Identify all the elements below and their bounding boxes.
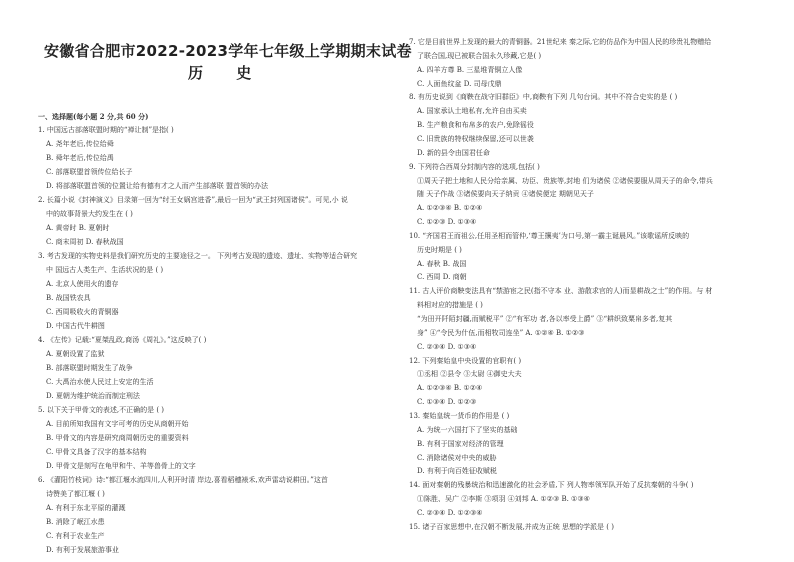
right-line: 随 天子作战 ③诸侯要向天子纳贡 ④诸侯便定 期朝见天子 <box>417 190 594 199</box>
left-line: C. 大禹治水使人民过上安定的生活 <box>46 378 154 386</box>
left-line: A. 北京人使用火的遗存 <box>46 280 119 288</box>
right-line: A. ①②③④ B. ①②④ <box>417 384 483 393</box>
exam-subject: 历 史 <box>188 64 266 82</box>
right-line: 14. 面对秦朝的残暴统治和迅速激化的社会矛盾,下 列人物率领军队开始了反抗秦朝的斗争( ) <box>409 481 694 490</box>
left-line: 中 国远古人类生产、生活状况的是 ( ) <box>46 266 164 274</box>
left-line: B. 部落联盟时期发生了战争 <box>46 364 133 372</box>
right-line: C. ①②③ D. ①③④ <box>417 218 477 227</box>
right-line: ①丞相 ②县令 ③太尉 ④御史大夫 <box>417 370 522 379</box>
left-line: 4. 《左传》记载:“夏桀乱政,商汤《周礼》。”这反映了( ) <box>38 336 207 344</box>
left-line: B. 舜年老后,传位给禹 <box>46 154 114 162</box>
left-line: D. 有利于发展旅游事业 <box>46 546 119 554</box>
right-line: A. 国家承认土地私有,允许自由买卖 <box>417 107 527 116</box>
left-line: B. 消除了岷江水患 <box>46 518 105 526</box>
left-line: A. 黄帝时 B. 夏朝时 <box>46 224 110 232</box>
right-line: “为田开阡陌封疆,而赋税平” ②“有军功 者,各以率受上爵” ③“耕织致粟帛多者,复其 <box>417 315 673 323</box>
right-line: 了联合国,现已被联合国永久珍藏,它是( ) <box>417 51 542 60</box>
right-line: 13. 秦始皇统一货币的作用是 ( ) <box>409 411 510 420</box>
left-line: 1. 中国远古部落联盟时期的“禅让制”是指( ) <box>38 126 174 134</box>
left-line: 5. 以下关于甲骨文的表述,不正确的是 ( ) <box>38 406 165 414</box>
right-line: C. ②③④ D. ①②③④ <box>417 508 483 517</box>
left-line: B. 战国铁农具 <box>46 294 91 302</box>
left-line: B. 甲骨文的内容是研究商周朝历史的重要资料 <box>46 434 189 442</box>
right-line: A. ①②③④ B. ①②④ <box>417 204 483 213</box>
right-line: 身” ④“令民为什伍,而相牧司连坐” A. ①②④ B. ①②③ <box>417 328 585 337</box>
left-line: D. 夏朝为维护统治而制定刑法 <box>46 392 140 400</box>
right-line: 7. 它是目前世界上发现的最大的青铜器。21世纪来 秦之际,它的仿品作为中国人民的珍贵礼物赠给 <box>409 38 712 46</box>
left-line: C. 有利于农业生产 <box>46 532 105 540</box>
right-line: 料相对应的措施是 ( ) <box>417 301 483 310</box>
left-line: A. 目前所知我国有文字可考的历史从商朝开始 <box>46 420 189 428</box>
left-line: D. 甲骨文是刻写在龟甲和牛、羊等兽骨上的文字 <box>46 462 196 470</box>
left-line: C. 商末周初 D. 春秋战国 <box>46 238 124 246</box>
left-line: A. 有利于东北平原的灌溉 <box>46 504 126 512</box>
left-line: D. 将部落联盟首领的位置让给有德有才之人而产生部落联 盟首领的办法 <box>46 182 269 190</box>
left-line: C. 西周吸收火的青铜器 <box>46 308 119 316</box>
right-line: A. 为统一六国打下了坚实的基础 <box>417 425 518 434</box>
right-line: 8. 有历史说到《商鞅在战守旧群臣》中,商鞅有下列 几句台词。其中不符合史实的是 ( ) <box>409 93 678 102</box>
right-line: A. 四羊方尊 B. 三星堆青铜立人像 <box>417 65 523 74</box>
right-line: 10. “齐国君王而祖公,任用圣相而管仲,‘尊王攘夷’为口号,第一霸主诞晨风。”该歌谣所反映的 <box>409 231 690 240</box>
right-line: D. 有利于向百姓征收赋税 <box>417 467 497 476</box>
right-line: ①周天子把土地和人民分给亲属、功臣、贵族等,封地 们为诸侯 ②诸侯要服从周天子的命令,带兵 <box>417 176 713 185</box>
right-line: C. 西周 D. 商朝 <box>417 273 467 282</box>
left-line: 一、选择题(每小题 2 分,共 60 分) <box>38 112 149 121</box>
right-line: 11. 古人评价商鞅变法具有“禁游宦之民(指不守本 业、游散求官的人)而显耕战之士”的作用。与 材 <box>409 287 713 296</box>
right-line: C. 旧贵族的特权继续保留,还可以世袭 <box>417 134 534 143</box>
left-line: 2. 长篇小说《封神演义》目录第一回为“纣王女娲宫进香”,最后一回为“武王封列国诸侯”。可见,小 说 <box>38 196 348 204</box>
right-line: 9. 下列符合西周分封制内容的选项,包括( ) <box>409 162 540 171</box>
left-line: 3. 考古发现的实物史料是我们研究历史的主要途径之一。 下列考古发现的遗迹、遗址、实物等适合研究 <box>38 252 358 260</box>
left-line: C. 部落联盟首领传位给长子 <box>46 168 133 176</box>
right-line: D. 新的县令由国君任命 <box>417 148 490 157</box>
left-line: C. 甲骨文具备了汉字的基本结构 <box>46 448 147 456</box>
left-line: A. 夏朝设置了监狱 <box>46 350 105 358</box>
right-line: ①陈胜、吴广 ②李斯 ③项羽 ④刘邦 A. ①②③ B. ①③④ <box>417 495 590 504</box>
right-line: C. 消除诸侯对中央的威胁 <box>417 453 497 462</box>
left-line: A. 尧年老后,传位给舜 <box>46 140 114 148</box>
right-line: C. ①③④ D. ①②③ <box>417 398 477 407</box>
left-line: D. 中国古代牛耕图 <box>46 322 105 330</box>
right-line: A. 春秋 B. 战国 <box>417 259 467 268</box>
left-line: 6. 《灌阳竹枝词》诗:“都江堰水流四川,人利开时清 岸边,喜看稻穗裱禾,欢声雷动说耕田。”这首 <box>38 476 328 484</box>
left-line: 中的故事背景大约发生在 ( ) <box>46 210 133 218</box>
right-line: C. ②③④ D. ①③④ <box>417 342 477 351</box>
right-line: 历史时期是 ( ) <box>417 245 462 254</box>
exam-title: 安徽省合肥市2022-2023学年七年级上学期期末试卷 <box>44 42 412 60</box>
right-line: 12. 下列秦始皇中央设置的官职有( ) <box>409 356 522 365</box>
right-line: 15. 诸子百家思想中,在汉朝不断发展,并成为正统 思想的学派是 ( ) <box>409 522 614 531</box>
left-line: 诗赞美了都江堰 ( ) <box>46 490 105 498</box>
right-line: C. 人面鱼纹盆 D. 司母戊鼎 <box>417 79 502 88</box>
right-line: B. 有利于国家对经济的管理 <box>417 439 504 448</box>
right-line: B. 生产粮食和布帛多的农户,免除徭役 <box>417 121 534 130</box>
